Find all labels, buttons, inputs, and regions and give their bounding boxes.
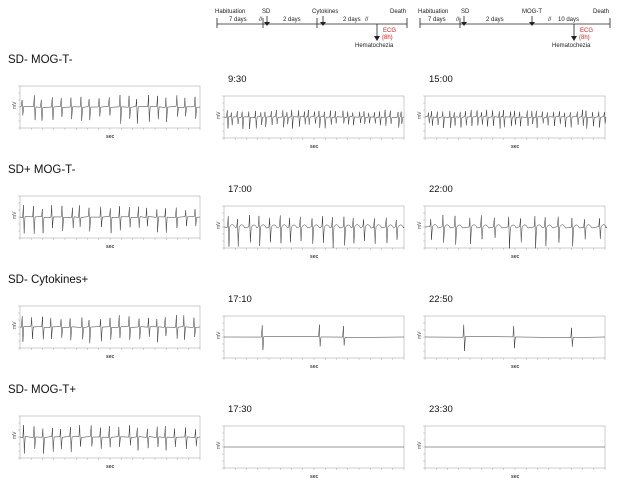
ecg-trace-plot [212,388,408,486]
plot-frame [20,196,200,238]
x-axis-label: sec [511,474,520,480]
ecg-panel [413,158,609,260]
timeline-gap1-label: 7 days [229,17,247,23]
ecg-trace-plot [8,278,204,376]
x-axis-label: sec [106,244,115,250]
panel-title: SD- MOG-T- [8,54,73,66]
timeline-ecg-label: ECG [580,28,594,34]
svg-text://: // [456,17,460,23]
ecg-trace-plot [212,58,408,156]
timeline-habituation-label: Habituation [215,9,246,15]
timeline-ecg-label: ECG [383,28,397,34]
ecg-panel [8,158,204,260]
ecg-trace-plot [212,278,408,376]
ecg-panel [413,268,609,370]
panel-time-label: 17:10 [228,294,252,305]
ecg-trace [20,205,200,234]
ecg-panel [413,378,609,480]
timeline-habituation-label: Habituation [418,9,449,15]
timeline-gap2-label: 2 days [283,17,301,23]
ecg-panel [212,378,408,480]
timeline-hematochezia-label: Hematochezia [552,43,591,49]
y-axis-label: mV [12,321,18,329]
ecg-trace [425,325,605,351]
y-axis-label: mV [216,221,222,229]
timeline-gap2-label: 2 days [486,17,504,23]
timeline-gap3-label: 2 days [343,17,361,23]
x-axis-label: sec [310,144,319,150]
x-axis-label: sec [106,134,115,140]
ecg-trace-plot [413,388,609,486]
svg-text://: // [365,17,369,23]
panel-time-label: 23:30 [429,404,453,415]
panel-title: SD- MOG-T+ [8,384,77,396]
ecg-trace-plot [413,168,609,266]
ecg-trace [425,110,606,129]
y-axis-label: mV [417,221,423,229]
panel-time-label: 9:30 [228,74,247,85]
x-axis-label: sec [310,474,319,480]
y-axis-label: mV [216,441,222,449]
ecg-trace [224,110,404,129]
ecg-trace [224,325,404,350]
panel-time-label: 15:00 [429,74,453,85]
panel-time-label: 17:30 [228,404,252,415]
panel-time-label: 17:00 [228,184,252,195]
y-axis-label: mV [216,111,222,119]
y-axis-label: mV [216,331,222,339]
timeline-sd-label: SD [262,9,271,15]
ecg-trace-plot [8,58,204,156]
timeline-event-label: Cytokines [312,9,339,15]
plot-frame [425,206,605,248]
y-axis-label: mV [417,441,423,449]
y-axis-label: mV [12,211,18,219]
panel-time-label: 22:50 [429,294,453,305]
panel-title: SD+ MOG-T- [8,164,76,176]
ecg-panel [212,268,408,370]
ecg-panel [212,158,408,260]
timeline-sd-label: SD [461,9,470,15]
ecg-panel [8,268,204,370]
ecg-trace [224,215,404,248]
ecg-panel [212,48,408,150]
ecg-panel [8,48,204,150]
x-axis-label: sec [310,254,319,260]
y-axis-label: mV [12,431,18,439]
svg-text://: // [259,17,263,23]
y-axis-label: mV [417,111,423,119]
svg-text://: // [548,17,552,23]
x-axis-label: sec [106,354,115,360]
plot-frame [20,86,200,128]
x-axis-label: sec [310,364,319,370]
y-axis-label: mV [417,331,423,339]
timeline-ecg-duration: (8h) [382,35,393,41]
plot-frame [224,96,404,138]
timeline-event-label: MOG-T [522,9,542,15]
ecg-trace-plot [212,168,408,266]
timeline-gap1-label: 7 days [428,17,446,23]
x-axis-label: sec [106,464,115,470]
ecg-trace-plot [8,168,204,266]
ecg-trace-plot [8,388,204,486]
panel-title: SD- Cytokines+ [8,274,89,286]
timeline-hematochezia-label: Hematochezia [355,43,394,49]
ecg-trace [425,215,607,248]
x-axis-label: sec [511,144,520,150]
plot-frame [20,306,200,348]
x-axis-label: sec [511,254,520,260]
timeline-ecg-duration: (8h) [579,35,590,41]
ecg-trace [20,95,200,124]
panel-time-label: 22:00 [429,184,453,195]
y-axis-label: mV [12,101,18,109]
ecg-trace-plot [413,58,609,156]
ecg-trace [20,315,200,343]
timeline-death-label: Death [390,9,407,15]
timeline-gap3-label: 10 days [558,17,580,23]
ecg-trace-plot [413,278,609,376]
ecg-trace [20,425,200,454]
ecg-panel [413,48,609,150]
x-axis-label: sec [511,364,520,370]
ecg-panel [8,378,204,480]
timeline-death-label: Death [593,9,610,15]
